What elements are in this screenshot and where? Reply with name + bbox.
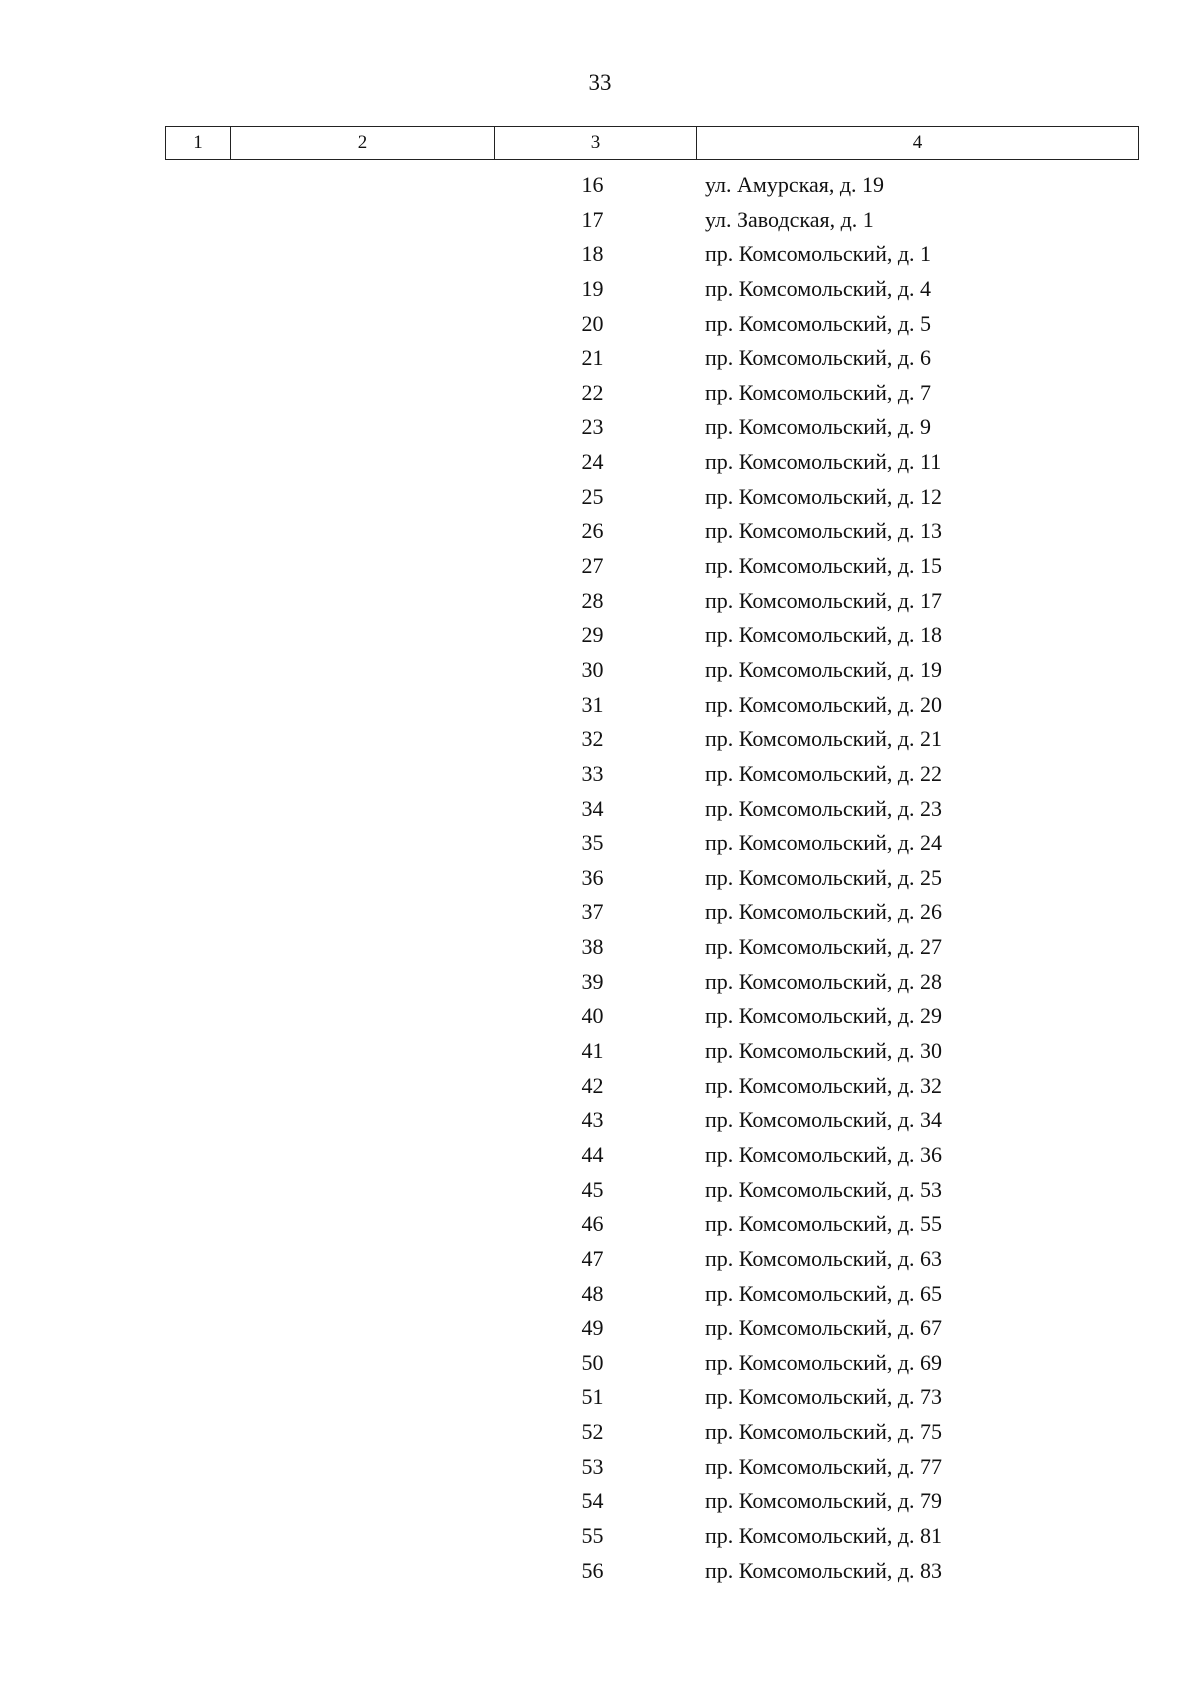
- row-address: пр. Комсомольский, д. 6: [705, 345, 932, 371]
- row-number: 44: [581, 1141, 604, 1167]
- row-number: 28: [581, 587, 604, 613]
- table-row: [0, 1415, 1200, 1450]
- table-row: [0, 999, 1200, 1034]
- table-row: [0, 1484, 1200, 1519]
- row-address: пр. Комсомольский, д. 15: [705, 553, 943, 579]
- row-address: пр. Комсомольский, д. 23: [705, 795, 943, 821]
- row-address: пр. Комсомольский, д. 13: [705, 518, 943, 544]
- table-row: [0, 480, 1200, 515]
- table-row: [0, 965, 1200, 1000]
- row-number: 16: [581, 172, 604, 197]
- row-number: 27: [581, 553, 604, 579]
- row-address: пр. Комсомольский, д. 1: [705, 241, 932, 267]
- row-number: 34: [581, 795, 604, 821]
- row-number: 25: [581, 483, 604, 509]
- table-row: [0, 549, 1200, 584]
- row-number: 32: [581, 726, 604, 752]
- table-row: [0, 376, 1200, 411]
- row-number: 45: [581, 1176, 604, 1202]
- row-number: 18: [581, 241, 604, 267]
- table-row: [0, 861, 1200, 896]
- row-address: пр. Комсомольский, д. 30: [705, 1038, 943, 1064]
- table-row: [0, 1450, 1200, 1485]
- row-address: пр. Комсомольский, д. 75: [705, 1419, 943, 1445]
- column-header-3: 3: [495, 127, 697, 160]
- table-row: [0, 1069, 1200, 1104]
- table-row: [0, 307, 1200, 342]
- table-row: [0, 1242, 1200, 1277]
- row-number: 23: [581, 414, 604, 440]
- row-address: пр. Комсомольский, д. 18: [705, 622, 943, 648]
- row-address: пр. Комсомольский, д. 83: [705, 1557, 943, 1583]
- row-number: 30: [581, 656, 604, 682]
- row-address: пр. Комсомольский, д. 69: [705, 1349, 943, 1375]
- row-address: пр. Комсомольский, д. 24: [705, 830, 943, 856]
- row-address: пр. Комсомольский, д. 36: [705, 1141, 943, 1167]
- row-address: пр. Комсомольский, д. 25: [705, 864, 943, 890]
- row-address: пр. Комсомольский, д. 28: [705, 968, 943, 994]
- row-number: 51: [581, 1384, 604, 1410]
- table-row: [0, 792, 1200, 827]
- row-address: пр. Комсомольский, д. 17: [705, 587, 943, 613]
- table-row: [0, 1034, 1200, 1069]
- table-row: [0, 1103, 1200, 1138]
- row-number: 22: [581, 379, 604, 405]
- table-row: [0, 1173, 1200, 1208]
- table-row: [0, 203, 1200, 238]
- table-row: [0, 826, 1200, 861]
- table-row: [0, 168, 1200, 203]
- row-number: 21: [581, 345, 604, 371]
- row-number: 50: [581, 1349, 604, 1375]
- row-address: пр. Комсомольский, д. 79: [705, 1488, 943, 1514]
- row-number: 48: [581, 1280, 604, 1306]
- address-list: [0, 168, 1200, 1588]
- row-number: 19: [581, 275, 604, 301]
- table-row: [0, 410, 1200, 445]
- row-number: 39: [581, 968, 604, 994]
- row-address: пр. Комсомольский, д. 5: [705, 310, 932, 336]
- row-number: 36: [581, 864, 604, 890]
- table-row: [0, 930, 1200, 965]
- row-number: 55: [581, 1522, 604, 1548]
- row-address: пр. Комсомольский, д. 11: [705, 449, 942, 475]
- row-address: ул. Амурская, д. 19: [705, 172, 885, 197]
- row-number: 49: [581, 1315, 604, 1341]
- table-row: [0, 1346, 1200, 1381]
- table-row: [0, 618, 1200, 653]
- row-number: 46: [581, 1211, 604, 1237]
- row-address: пр. Комсомольский, д. 19: [705, 656, 943, 682]
- row-address: пр. Комсомольский, д. 20: [705, 691, 943, 717]
- row-address: ул. Заводская, д. 1: [705, 206, 874, 232]
- row-number: 35: [581, 830, 604, 856]
- row-number: 41: [581, 1038, 604, 1064]
- row-number: 42: [581, 1072, 604, 1098]
- row-address: пр. Комсомольский, д. 55: [705, 1211, 943, 1237]
- row-number: 47: [581, 1245, 604, 1271]
- page-number: 33: [588, 70, 612, 95]
- table-row: [0, 895, 1200, 930]
- table-row: [0, 1207, 1200, 1242]
- row-number: 43: [581, 1107, 604, 1133]
- table-row: [0, 341, 1200, 376]
- column-header-4: 4: [697, 127, 1139, 160]
- column-header-row: [166, 127, 1139, 160]
- table-row: [0, 1138, 1200, 1173]
- row-number: 31: [581, 691, 604, 717]
- row-address: пр. Комсомольский, д. 29: [705, 1003, 943, 1029]
- column-header-1: 1: [166, 127, 231, 160]
- row-address: пр. Комсомольский, д. 32: [705, 1072, 943, 1098]
- row-address: пр. Комсомольский, д. 81: [705, 1522, 943, 1548]
- table-row: [0, 653, 1200, 688]
- table-row: [0, 1554, 1200, 1589]
- table-row: [0, 584, 1200, 619]
- table-row: [0, 272, 1200, 307]
- row-number: 26: [581, 518, 604, 544]
- row-address: пр. Комсомольский, д. 12: [705, 483, 943, 509]
- row-address: пр. Комсомольский, д. 34: [705, 1107, 943, 1133]
- row-address: пр. Комсомольский, д. 27: [705, 934, 943, 960]
- row-number: 37: [581, 899, 604, 925]
- row-address: пр. Комсомольский, д. 21: [705, 726, 943, 752]
- row-address: пр. Комсомольский, д. 67: [705, 1315, 943, 1341]
- row-address: пр. Комсомольский, д. 7: [705, 379, 932, 405]
- row-address: пр. Комсомольский, д. 73: [705, 1384, 943, 1410]
- row-address: пр. Комсомольский, д. 77: [705, 1453, 943, 1479]
- table-row: [0, 237, 1200, 272]
- table-row: [0, 445, 1200, 480]
- row-number: 17: [581, 206, 604, 232]
- row-address: пр. Комсомольский, д. 9: [705, 414, 932, 440]
- row-number: 54: [581, 1488, 604, 1514]
- row-number: 33: [581, 760, 604, 786]
- table-row: [0, 1311, 1200, 1346]
- table-row: [0, 757, 1200, 792]
- row-address: пр. Комсомольский, д. 53: [705, 1176, 943, 1202]
- row-number: 20: [581, 310, 604, 336]
- row-number: 52: [581, 1419, 604, 1445]
- table-row: [0, 1277, 1200, 1312]
- row-number: 56: [581, 1557, 604, 1583]
- table-row: [0, 722, 1200, 757]
- column-header-2: 2: [231, 127, 495, 160]
- row-number: 53: [581, 1453, 604, 1479]
- row-number: 38: [581, 934, 604, 960]
- row-number: 29: [581, 622, 604, 648]
- table-row: [0, 1380, 1200, 1415]
- row-number: 24: [581, 449, 604, 475]
- table-row: [0, 514, 1200, 549]
- column-header-table: [165, 126, 1139, 160]
- row-address: пр. Комсомольский, д. 65: [705, 1280, 943, 1306]
- row-address: пр. Комсомольский, д. 63: [705, 1245, 943, 1271]
- table-row: [0, 688, 1200, 723]
- row-address: пр. Комсомольский, д. 26: [705, 899, 943, 925]
- row-address: пр. Комсомольский, д. 22: [705, 760, 943, 786]
- table-row: [0, 1519, 1200, 1554]
- row-address: пр. Комсомольский, д. 4: [705, 275, 932, 301]
- row-number: 40: [581, 1003, 604, 1029]
